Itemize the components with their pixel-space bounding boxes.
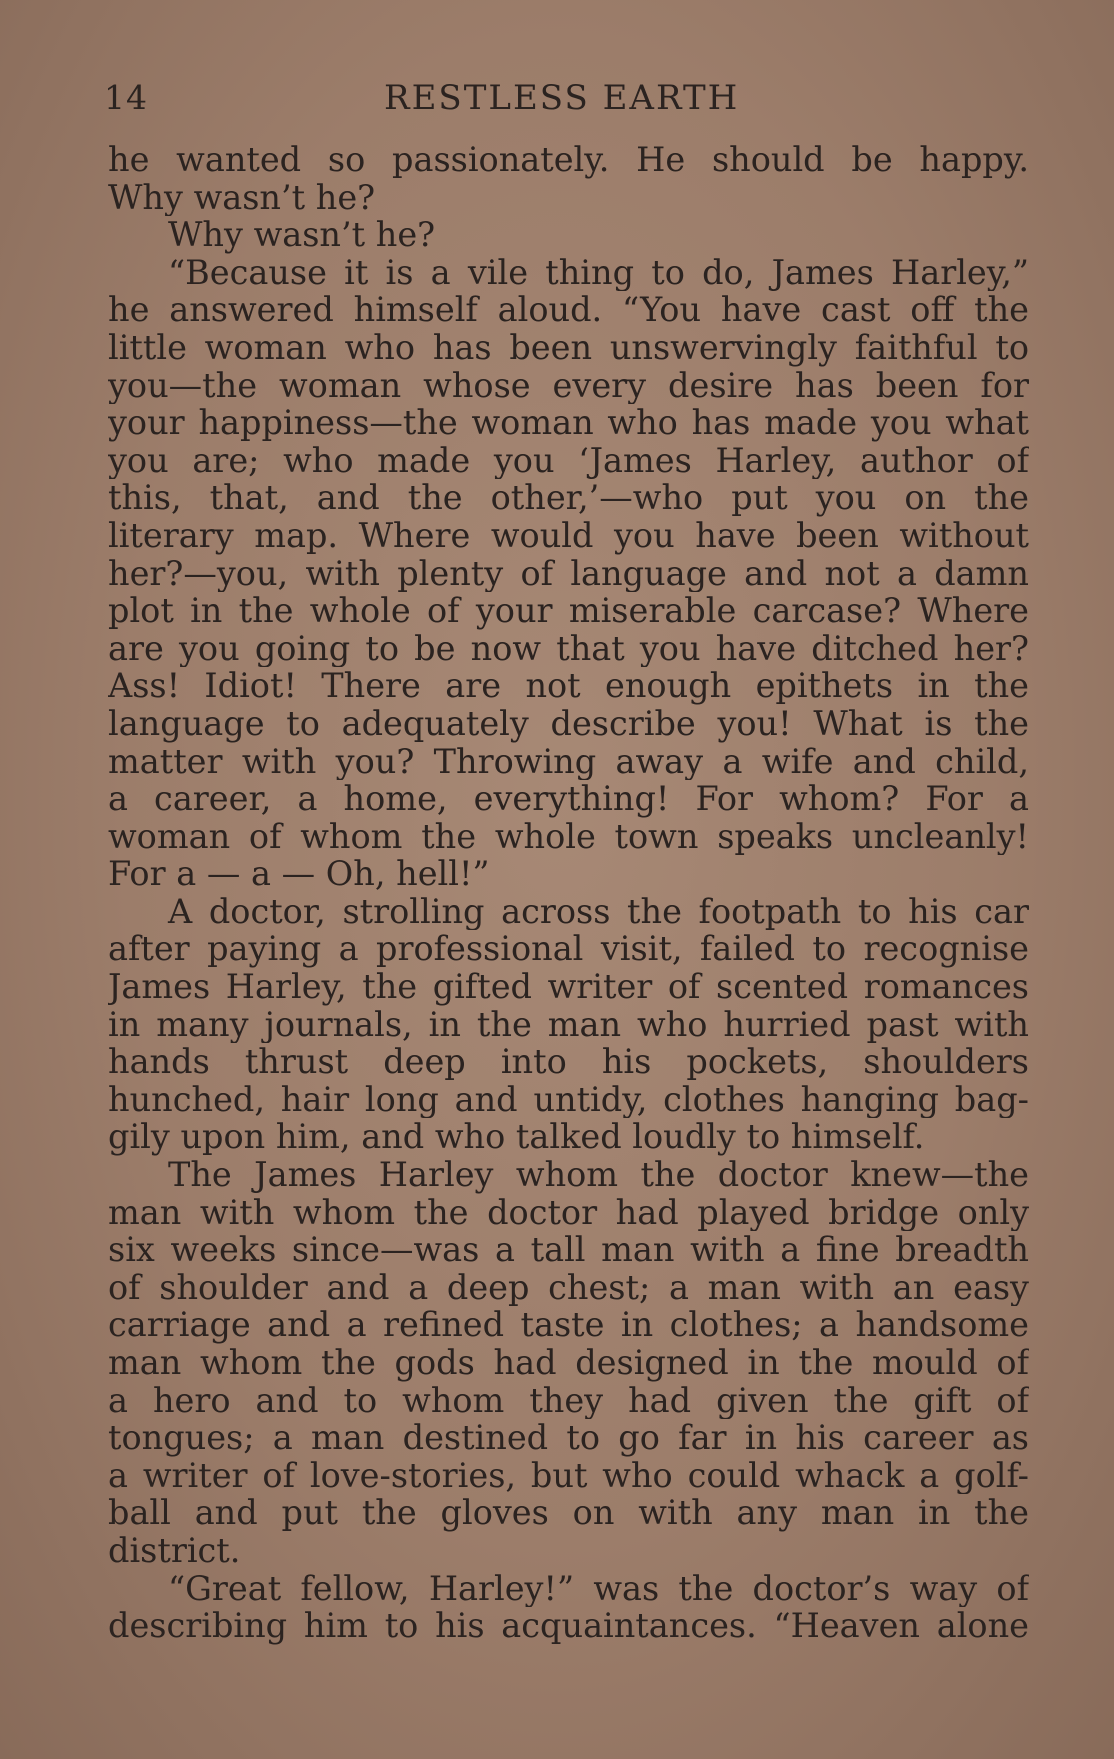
text-line: you—the woman whose every desire has been for [108, 366, 1029, 405]
text-line: matter with you? Throwing away a wife and child, [108, 742, 1029, 781]
text-line: carriage and a refined taste in clothes; a handsome [108, 1306, 1029, 1344]
text-line: he wanted so passionately. He should be happy. [108, 141, 1029, 179]
page-number: 14 [104, 78, 148, 117]
text-line: of shoulder and a deep chest; a man with an easy [108, 1268, 1029, 1307]
text-line: gily upon him, and who talked loudly to himself. [108, 1118, 925, 1157]
text-line: a career, a home, everything! For whom? For a [108, 780, 1029, 818]
text-line: woman of whom the whole town speaks uncleanly! [108, 817, 1029, 856]
running-header [104, 78, 1010, 128]
text-line: your happiness—the woman who has made you what [108, 404, 1029, 442]
text-line: Why wasn’t he? [168, 216, 436, 254]
text-line: a hero and to whom they had given the gift of [108, 1381, 1029, 1420]
text-line: little woman who has been unswervingly faithful to [108, 328, 1029, 367]
text-line: James Harley, the gifted writer of scented romances [108, 968, 1029, 1006]
text-line: language to adequately describe you! What is the [108, 704, 1029, 743]
text-line: in many journals, in the man who hurried past with [108, 1005, 1029, 1044]
text-line: you are; who made you ‘James Harley, author of [108, 441, 1029, 480]
text-line: describing him to his acquaintances. “Heaven alone [108, 1607, 1029, 1645]
text-line: are you going to be now that you have ditched her? [108, 629, 1029, 668]
text-line: he answered himself aloud. “You have cast off the [108, 291, 1029, 329]
text-line: “Great fellow, Harley!” was the doctor’s way of [168, 1569, 1029, 1608]
text-line: literary map. Where would you have been without [108, 516, 1029, 555]
text-line: tongues; a man destined to go far in his career as [108, 1419, 1029, 1457]
text-line: hunched, hair long and untidy, clothes hanging bag- [108, 1080, 1029, 1119]
text-line: man with whom the doctor had played bridge only [108, 1193, 1029, 1232]
text-line: Why wasn’t he? [108, 178, 376, 217]
text-line: “Because it is a vile thing to do, James Harley,” [168, 253, 1029, 292]
text-line: Ass! Idiot! There are not enough epithets in the [108, 667, 1029, 705]
text-line: six weeks since—was a tall man with a fine breadth [108, 1231, 1029, 1269]
text-line: The James Harley whom the doctor knew—the [168, 1156, 1029, 1194]
text-line: a writer of love-stories, but who could whack a golf- [108, 1456, 1029, 1495]
text-line: For a — a — Oh, hell!” [108, 855, 490, 893]
text-line: after paying a professional visit, failed to recognise [108, 930, 1029, 969]
text-line: district. [108, 1531, 241, 1570]
text-line: this, that, and the other,’—who put you on the [108, 479, 1029, 517]
text-line: man whom the gods had designed in the mould of [108, 1344, 1029, 1382]
text-line: hands thrust deep into his pockets, shoulders [108, 1043, 1029, 1081]
body-text [108, 141, 1029, 1645]
text-line: A doctor, strolling across the footpath to his car [168, 892, 1029, 931]
text-line: her?—you, with plenty of language and not a damn [108, 554, 1029, 593]
running-title: RESTLESS EARTH [384, 78, 740, 118]
text-line: plot in the whole of your miserable carcase? Where [108, 592, 1029, 630]
text-line: ball and put the gloves on with any man in the [108, 1494, 1029, 1532]
